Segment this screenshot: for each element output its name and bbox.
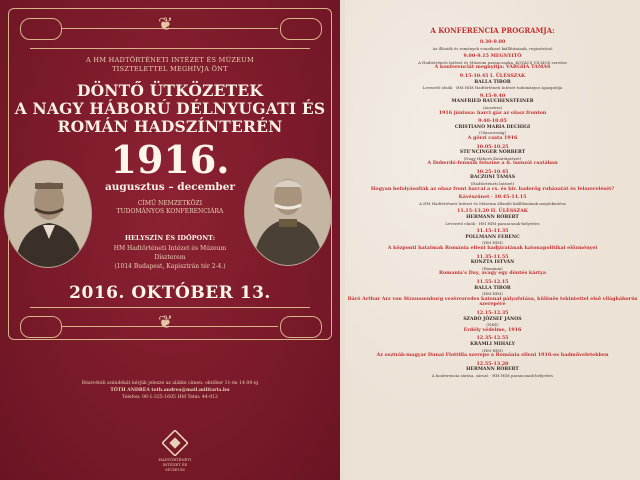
entry-time: 11.55-12.15 [476, 278, 509, 285]
title-line: A NAGY HÁBORÚ DÉLNYUGATI ÉS [14, 99, 326, 118]
logo-text: INTÉZET ÉS [162, 462, 188, 467]
portrait-right [244, 158, 332, 266]
entry-time: 11.15-11.35 [476, 228, 509, 235]
entry-description: (Nagy Háború Kutatóintézet) [463, 155, 522, 161]
conference-type-line: TUDOMÁNYOS KONFERENCIÁRA [116, 208, 224, 215]
entry-description: (Románia) [482, 265, 503, 271]
title-line: DÖNTŐ ÜTKÖZETEK [76, 81, 264, 100]
entry-description: (HM HIM) [482, 291, 503, 297]
speaker-name: BALLA TIBOR [474, 285, 511, 291]
talk-title: 1916 júniusa: harci gáz az olasz fronton [438, 109, 547, 116]
logo-text: HADTÖRTÉNETI [158, 457, 192, 462]
portrait-left [4, 160, 92, 268]
speaker-name: BACZONI TAMÁS [469, 175, 516, 181]
entry-description: Levezető elnök · HM HIM parancsnok-helyettes [445, 220, 540, 226]
event-date: 2016. OKTÓBER 13. [69, 283, 271, 303]
fleuron-icon: ❦ [158, 14, 174, 35]
speaker-name: POLLMANN FERENC [465, 234, 520, 240]
program-entry [345, 280, 640, 308]
entry-description: (NKE) [486, 322, 499, 328]
program-entry [345, 229, 640, 251]
program-entry [345, 255, 640, 277]
contact-info [0, 380, 340, 401]
venue-address: (1014 Budapest, Kapisztrán tér 2-4.) [114, 263, 226, 270]
entry-time: 9.40-10.05 [478, 118, 507, 125]
contact-phone: Telefon: 06-1-325-1605 HM Telm: 44-012 [122, 395, 218, 400]
entry-time: 9.00-9.15 MEGNYITÓ [463, 53, 522, 60]
program-title: A KONFERENCIA PROGRAMJA: [430, 26, 555, 35]
speaker-name: SZABÓ JÓZSEF JÁNOS [463, 316, 522, 322]
entry-time: 11.15-13.20 II. ÜLÉSSZAK [457, 208, 528, 215]
contact-email: TÓTH ANDREA toth.andrea@mail.militaria.hu [110, 388, 230, 393]
scroll-ornament-left [20, 18, 62, 40]
invitation-text [0, 56, 340, 74]
speaker-name: KONZTA ISTVÁN [470, 260, 515, 266]
inviter: A HM HADTÖRTÉNETI INTÉZET ÉS MÚZEUM [86, 56, 254, 64]
speaker-name: MANFRIED RAUCHENSTEINER [451, 99, 534, 105]
entry-description: Az illúziók és remények vonatkozó kiállításának, regisztráció [432, 45, 553, 51]
logo-text: MÚZEUM [165, 467, 185, 472]
speaker-name: BALLA TIBOR [474, 79, 511, 85]
speaker-name: KRÁMLI MIHÁLY [470, 341, 515, 347]
venue-name: HM Hadtörténeti Intézet és Múzeum [113, 245, 227, 252]
divider-line [30, 48, 310, 49]
entry-description: (HM HIM) [482, 240, 503, 246]
program-entry [345, 40, 640, 51]
scroll-ornament-right [280, 316, 322, 338]
entry-description: (Ausztria) [482, 104, 503, 110]
program-entry [345, 336, 640, 358]
program-entries [345, 40, 640, 378]
program-entry [345, 74, 640, 91]
talk-title: Hogyan befolyásolták az olasz front harcai a cs. és kir. haderőg ruházatát és felszerelését? [370, 185, 615, 192]
conference-type-line: CÍMŰ NEMZETKÖZI [137, 200, 203, 207]
entry-time: Kávészünet · 10.45-11.15 [458, 194, 527, 201]
title-line: ROMÁN HADSZÍNTERÉN [57, 117, 283, 136]
talk-title: A konferenciát megnyitja: VARGHA TAMÁS [434, 64, 551, 71]
speaker-name: HERMANN RÓBERT [466, 215, 519, 221]
talk-title: Az osztrák-magyar Dunai Flottilla szerepe a Románia elleni 1916-os hadműveletekben [376, 352, 609, 359]
program-entry [345, 54, 640, 71]
program-entry [345, 195, 640, 206]
museum-logo [145, 430, 205, 472]
talk-title: A görzi csata 1916 [467, 134, 518, 141]
entry-time: 11.35-11.55 [476, 253, 509, 260]
entry-time: 9.15-10.45 I. ÜLÉSSZAK [459, 72, 526, 79]
date-range: augusztus – december [104, 181, 235, 193]
entry-time: 12.55-13.20 [476, 360, 509, 367]
venue-heading: HELYSZÍN ÉS IDŐPONT: [124, 234, 216, 242]
program [345, 26, 640, 381]
conference-title [0, 82, 340, 136]
entry-time: 10.25-10.45 [476, 168, 509, 175]
program-entry [345, 119, 640, 141]
program-entry [345, 209, 640, 226]
entry-time: 8.30-9.00 [479, 39, 506, 45]
fleuron-icon: ❦ [158, 312, 174, 333]
entry-description: (Hadtörténeti Intézet) [470, 181, 515, 187]
divider-line [30, 307, 310, 308]
invites-you: TISZTELETTEL MEGHÍVJA ÖNT [112, 65, 228, 73]
entry-time: 9.15-9.40 [479, 92, 506, 99]
program-entry [345, 362, 640, 379]
talk-title: A központi hatalmak Románia elleni hadjáratának katonapolitikai előzményei [387, 245, 598, 251]
speaker-name: CRISTIANO MARIA DECHIGI [454, 124, 531, 130]
entry-description: (Olaszország) [479, 130, 506, 136]
entry-time: 12.15-12.35 [476, 309, 509, 316]
program-entry [345, 94, 640, 116]
program-entry [345, 311, 640, 333]
scroll-ornament-right [280, 18, 322, 40]
entry-description: A HM Hadtörténeti Intézet és Múzeum állandó kiállításának megtekintése [419, 200, 566, 206]
talk-title: Báró Arthur Arz von Straussenburg vezérezredes katonai pályafutása, különös tekintettel első világháborús szerepére [347, 295, 638, 308]
speaker-name: HERMANN RÓBERT [466, 367, 519, 373]
entry-description: A Hadtörténeti Intézet és Múzeum parancsnoka, KOVÁCS VILMOS ezredes [418, 59, 567, 65]
entry-description: Levezető elnök · HM HIM Hadtörténeti Intézet tudományos igazgatója [422, 85, 563, 91]
entry-time: 12.35-12.55 [476, 335, 509, 342]
rsvp-note: Részvételi szándékát kérjük jelezze az alábbi címen: október 11-én 14.00-ig [81, 381, 259, 386]
speaker-name: STE'NCINGER NORBERT [459, 150, 526, 156]
entry-description: A konferencia zárása, zárszó · HM HIM parancsnok-helyettes [431, 372, 554, 378]
program-entry [345, 170, 640, 192]
scroll-ornament-left [20, 316, 62, 338]
talk-title: A Doberdó-fennsík felszíne a 6. isonzói csatában [427, 160, 558, 167]
year: 1916. [110, 137, 230, 182]
program-entry [345, 145, 640, 167]
program-panel [345, 0, 640, 480]
entry-time: 10.05-10.25 [476, 143, 509, 150]
entry-description: (HM HIM) [482, 347, 503, 353]
talk-title: Romania's Day, avagy egy döntés kártya [439, 270, 546, 277]
venue-room: Díszterem [154, 254, 186, 261]
museum-logo-icon [162, 430, 188, 456]
talk-title: Erdély védelme, 1916 [463, 326, 522, 333]
